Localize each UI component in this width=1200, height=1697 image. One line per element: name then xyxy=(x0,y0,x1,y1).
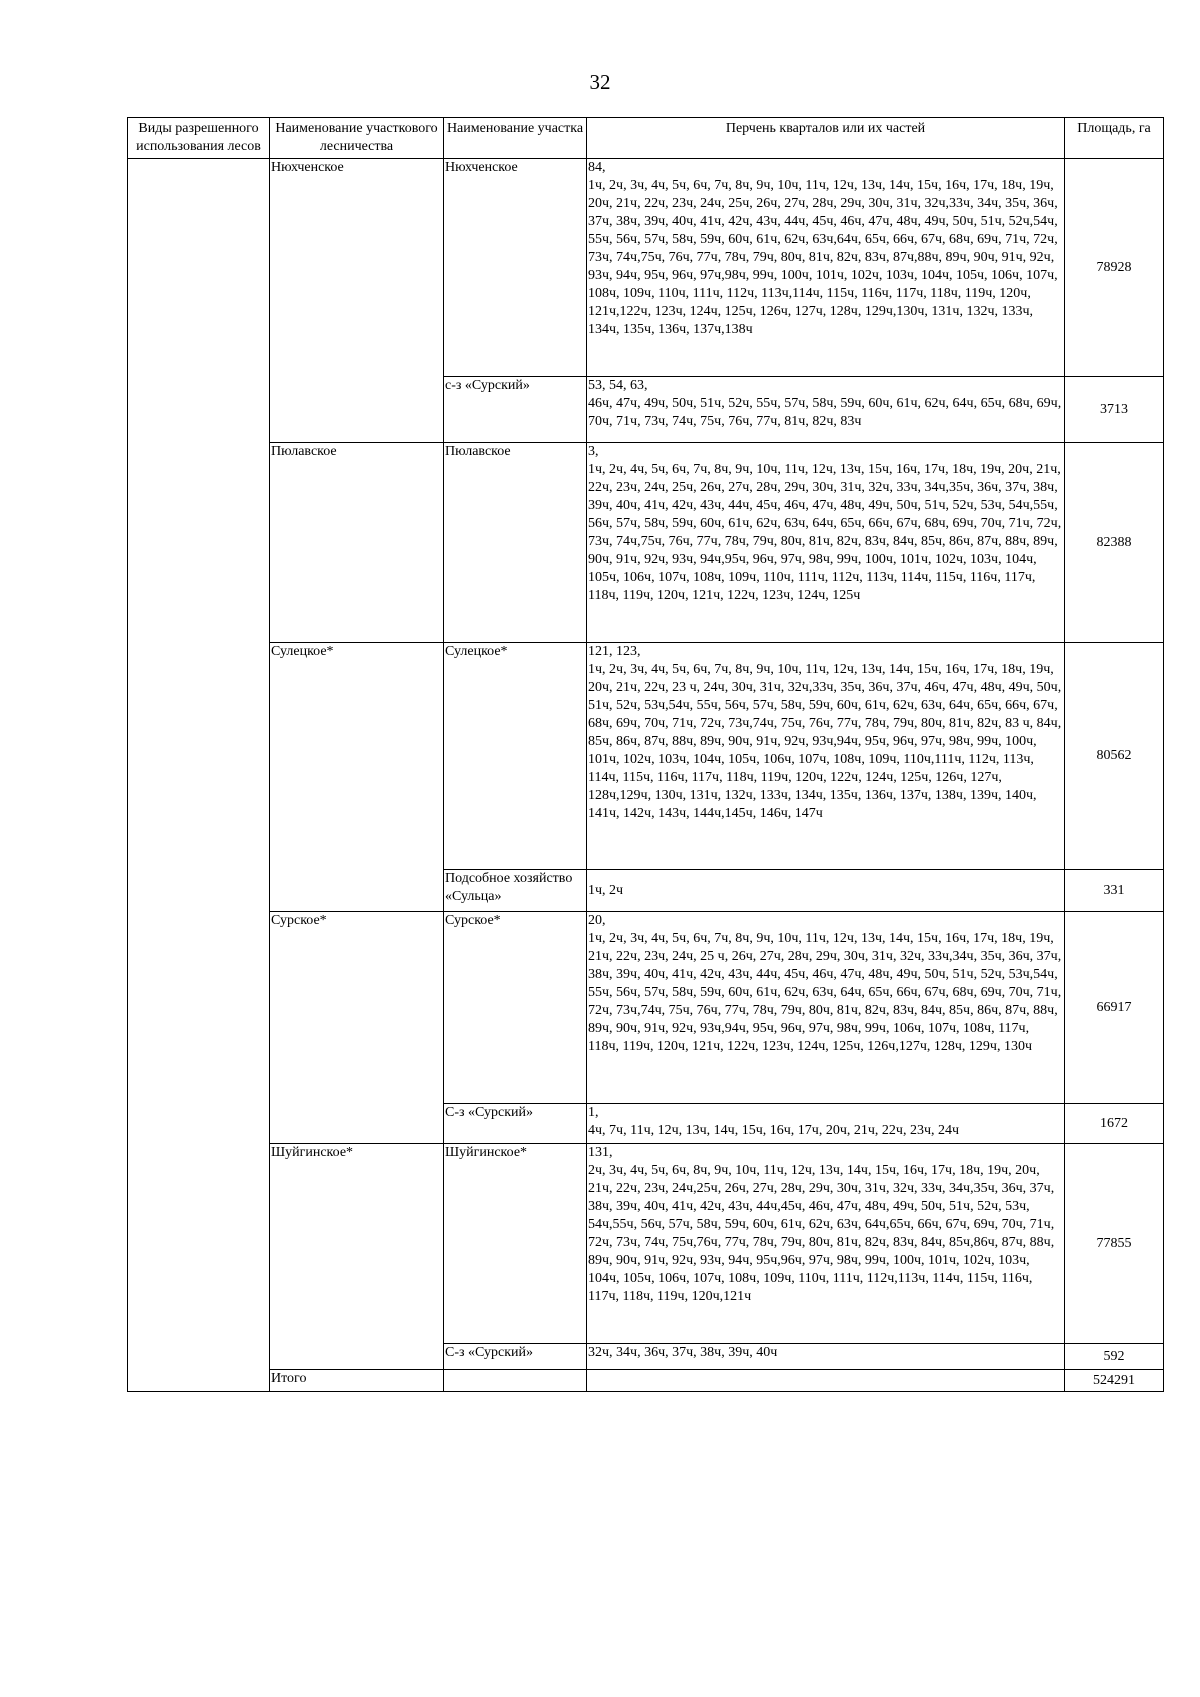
forestry-cell: Сурское* xyxy=(270,912,444,1144)
area-cell: 592 xyxy=(1065,1344,1164,1370)
area-cell: 77855 xyxy=(1065,1144,1164,1344)
quarters-cell: 32ч, 34ч, 36ч, 37ч, 38ч, 39ч, 40ч xyxy=(587,1344,1065,1370)
table-row xyxy=(128,643,1164,870)
quarters-cell: 121, 123, 1ч, 2ч, 3ч, 4ч, 5ч, 6ч, 7ч, 8ч, 9ч, 10ч, 11ч, 12ч, 13ч, 14ч, 15ч, 16ч, 17ч, 18ч, 19ч, 20ч, 21ч, 22ч, 23 ч, 24ч, 30ч, 31ч, 32ч,33ч, 35ч, 36ч, 37ч, 46ч, 47ч, 48ч, 49ч, 50ч, 51ч, 52ч, 53ч,54ч, 55ч, 56ч, 57ч, 58ч, 59ч, 60ч, 61ч, 62ч, 63ч, 64ч, 65ч, 66ч, 67ч, 68ч, 69ч, 70ч, 71ч, 72ч, 73ч,74ч, 75ч, 76ч, 77ч, 78ч, 79ч, 80ч, 81ч, 82ч, 83 ч, 84ч, 85ч, 86ч, 87ч, 88ч, 89ч, 90ч, 91ч, 92ч, 93ч,94ч, 95ч, 96ч, 97ч, 98ч, 99ч, 100ч, 101ч, 102ч, 103ч, 104ч, 105ч, 106ч, 107ч, 108ч, 109ч, 110ч,111ч, 112ч, 113ч, 114ч, 115ч, 116ч, 117ч, 118ч, 119ч, 120ч, 122ч, 124ч, 125ч, 126ч, 127ч, 128ч,129ч, 130ч, 131ч, 132ч, 133ч, 134ч, 135ч, 136ч, 137ч, 138ч, 139ч, 140ч, 141ч, 142ч, 143ч, 144ч,145ч, 146ч, 147ч xyxy=(587,643,1065,870)
area-cell: 331 xyxy=(1065,870,1164,912)
total-empty-quarters xyxy=(587,1370,1065,1392)
table-row xyxy=(128,159,1164,377)
page-number: 32 xyxy=(589,70,611,94)
quarters-cell: 131, 2ч, 3ч, 4ч, 5ч, 6ч, 8ч, 9ч, 10ч, 11ч, 12ч, 13ч, 14ч, 15ч, 16ч, 17ч, 18ч, 19ч, 20ч, 21ч, 22ч, 23ч, 24ч,25ч, 26ч, 27ч, 28ч, 29ч, 30ч, 31ч, 32ч, 33ч, 34ч,35ч, 36ч, 37ч, 38ч, 39ч, 40ч, 41ч, 42ч, 43ч, 44ч,45ч, 46ч, 47ч, 48ч, 49ч, 50ч, 51ч, 52ч, 53ч, 54ч,55ч, 56ч, 57ч, 58ч, 59ч, 60ч, 61ч, 62ч, 63ч, 64ч,65ч, 66ч, 67ч, 69ч, 70ч, 71ч, 72ч, 73ч, 74ч, 75ч,76ч, 77ч, 78ч, 79ч, 80ч, 81ч, 82ч, 83ч, 84ч, 85ч,86ч, 87ч, 88ч, 89ч, 90ч, 91ч, 92ч, 93ч, 94ч, 95ч,96ч, 97ч, 98ч, 99ч, 100ч, 101ч, 102ч, 103ч, 104ч, 105ч, 106ч, 107ч, 108ч, 109ч, 110ч, 111ч, 112ч,113ч, 114ч, 115ч, 116ч, 117ч, 118ч, 119ч, 120ч,121ч xyxy=(587,1144,1065,1344)
forest-quarters-table xyxy=(127,117,1164,1392)
area-cell: 3713 xyxy=(1065,377,1164,443)
area-cell: 80562 xyxy=(1065,643,1164,870)
forestry-cell: Нюхченское xyxy=(270,159,444,443)
quarters-cell: 1ч, 2ч xyxy=(587,870,1065,912)
table-row xyxy=(128,912,1164,1104)
table-header-row xyxy=(128,118,1164,159)
total-row xyxy=(128,1370,1164,1392)
quarters-cell: 53, 54, 63, 46ч, 47ч, 49ч, 50ч, 51ч, 52ч, 55ч, 57ч, 58ч, 59ч, 60ч, 61ч, 62ч, 64ч, 65ч, 68ч, 69ч, 70ч, 71ч, 73ч, 74ч, 75ч, 76ч, 77ч, 81ч, 82ч, 83ч xyxy=(587,377,1065,443)
area-cell: 66917 xyxy=(1065,912,1164,1104)
header-area: Площадь, га xyxy=(1065,118,1164,159)
plot-cell: С-з «Сурский» xyxy=(444,1104,587,1144)
quarters-cell: 20, 1ч, 2ч, 3ч, 4ч, 5ч, 6ч, 7ч, 8ч, 9ч, 10ч, 11ч, 12ч, 13ч, 14ч, 15ч, 16ч, 17ч, 18ч, 19ч, 21ч, 22ч, 23ч, 24ч, 25 ч, 26ч, 27ч, 28ч, 29ч, 30ч, 31ч, 32ч, 33ч,34ч, 35ч, 36ч, 37ч, 38ч, 39ч, 40ч, 41ч, 42ч, 43ч, 44ч, 45ч, 46ч, 47ч, 48ч, 49ч, 50ч, 51ч, 52ч, 53ч,54ч, 55ч, 56ч, 57ч, 58ч, 59ч, 60ч, 61ч, 62ч, 63ч, 64ч, 65ч, 66ч, 67ч, 68ч, 69ч, 70ч, 71ч, 72ч, 73ч,74ч, 75ч, 76ч, 77ч, 78ч, 79ч, 80ч, 81ч, 82ч, 83ч, 84ч, 85ч, 86ч, 87ч, 88ч, 89ч, 90ч, 91ч, 92ч, 93ч,94ч, 95ч, 96ч, 97ч, 98ч, 99ч, 106ч, 107ч, 108ч, 117ч, 118ч, 119ч, 120ч, 121ч, 122ч, 123ч, 124ч, 125ч, 126ч,127ч, 128ч, 129ч, 130ч xyxy=(587,912,1065,1104)
header-plot: Наименование участка xyxy=(444,118,587,159)
plot-cell: Подсобное хозяйство «Сульца» xyxy=(444,870,587,912)
area-cell: 82388 xyxy=(1065,443,1164,643)
quarters-cell: 84, 1ч, 2ч, 3ч, 4ч, 5ч, 6ч, 7ч, 8ч, 9ч, 10ч, 11ч, 12ч, 13ч, 14ч, 15ч, 16ч, 17ч, 18ч, 19ч, 20ч, 21ч, 22ч, 23ч, 24ч, 25ч, 26ч, 27ч, 28ч, 29ч, 30ч, 31ч, 32ч,33ч, 34ч, 35ч, 36ч, 37ч, 38ч, 39ч, 40ч, 41ч, 42ч, 43ч, 44ч, 45ч, 46ч, 47ч, 48ч, 49ч, 50ч, 51ч, 52ч,54ч, 55ч, 56ч, 57ч, 58ч, 59ч, 60ч, 61ч, 62ч, 63ч,64ч, 65ч, 66ч, 67ч, 68ч, 69ч, 71ч, 72ч, 73ч, 74ч,75ч, 76ч, 77ч, 78ч, 79ч, 80ч, 81ч, 82ч, 83ч, 87ч,88ч, 89ч, 90ч, 91ч, 92ч, 93ч, 94ч, 95ч, 96ч, 97ч,98ч, 99ч, 100ч, 101ч, 102ч, 103ч, 104ч, 105ч, 106ч, 107ч, 108ч, 109ч, 110ч, 111ч, 112ч, 113ч,114ч, 115ч, 116ч, 117ч, 118ч, 119ч, 120ч, 121ч,122ч, 123ч, 124ч, 125ч, 126ч, 127ч, 128ч, 129ч,130ч, 131ч, 132ч, 133ч, 134ч, 135ч, 136ч, 137ч,138ч xyxy=(587,159,1065,377)
plot-cell: Нюхченское xyxy=(444,159,587,377)
plot-cell: Сурское* xyxy=(444,912,587,1104)
quarters-cell: 1, 4ч, 7ч, 11ч, 12ч, 13ч, 14ч, 15ч, 16ч, 17ч, 20ч, 21ч, 22ч, 23ч, 24ч xyxy=(587,1104,1065,1144)
area-cell: 78928 xyxy=(1065,159,1164,377)
plot-cell: Пюлавское xyxy=(444,443,587,643)
total-label: Итого xyxy=(270,1370,444,1392)
plot-cell: с-з «Сурский» xyxy=(444,377,587,443)
use-type-cell xyxy=(128,159,270,1392)
header-quarters: Перчень кварталов или их частей xyxy=(587,118,1065,159)
header-use-type: Виды разрешенного использования лесов xyxy=(128,118,270,159)
table-row xyxy=(128,443,1164,643)
quarters-cell: 3, 1ч, 2ч, 4ч, 5ч, 6ч, 7ч, 8ч, 9ч, 10ч, 11ч, 12ч, 13ч, 15ч, 16ч, 17ч, 18ч, 19ч, 20ч, 21ч, 22ч, 23ч, 24ч, 25ч, 26ч, 27ч, 28ч, 29ч, 30ч, 31ч, 32ч, 33ч, 34ч,35ч, 36ч, 37ч, 38ч, 39ч, 40ч, 41ч, 42ч, 43ч, 44ч, 45ч, 46ч, 47ч, 48ч, 49ч, 50ч, 51ч, 52ч, 53ч, 54ч,55ч, 56ч, 57ч, 58ч, 59ч, 60ч, 61ч, 62ч, 63ч, 64ч, 65ч, 66ч, 67ч, 68ч, 69ч, 70ч, 71ч, 72ч, 73ч, 74ч,75ч, 76ч, 77ч, 78ч, 79ч, 80ч, 81ч, 82ч, 83ч, 84ч, 85ч, 86ч, 87ч, 88ч, 89ч, 90ч, 91ч, 92ч, 93ч, 94ч,95ч, 96ч, 97ч, 98ч, 99ч, 100ч, 101ч, 102ч, 103ч, 104ч, 105ч, 106ч, 107ч, 108ч, 109ч, 110ч, 111ч, 112ч, 113ч, 114ч, 115ч, 116ч, 117ч, 118ч, 119ч, 120ч, 121ч, 122ч, 123ч, 124ч, 125ч xyxy=(587,443,1065,643)
header-forestry: Наименование участкового лесничества xyxy=(270,118,444,159)
area-cell: 1672 xyxy=(1065,1104,1164,1144)
total-empty-plot xyxy=(444,1370,587,1392)
forestry-cell: Сулецкое* xyxy=(270,643,444,912)
plot-cell: С-з «Сурский» xyxy=(444,1344,587,1370)
plot-cell: Шуйгинское* xyxy=(444,1144,587,1344)
total-area: 524291 xyxy=(1065,1370,1164,1392)
plot-cell: Сулецкое* xyxy=(444,643,587,870)
table-row xyxy=(128,1144,1164,1344)
forestry-cell: Шуйгинское* xyxy=(270,1144,444,1370)
forestry-cell: Пюлавское xyxy=(270,443,444,643)
